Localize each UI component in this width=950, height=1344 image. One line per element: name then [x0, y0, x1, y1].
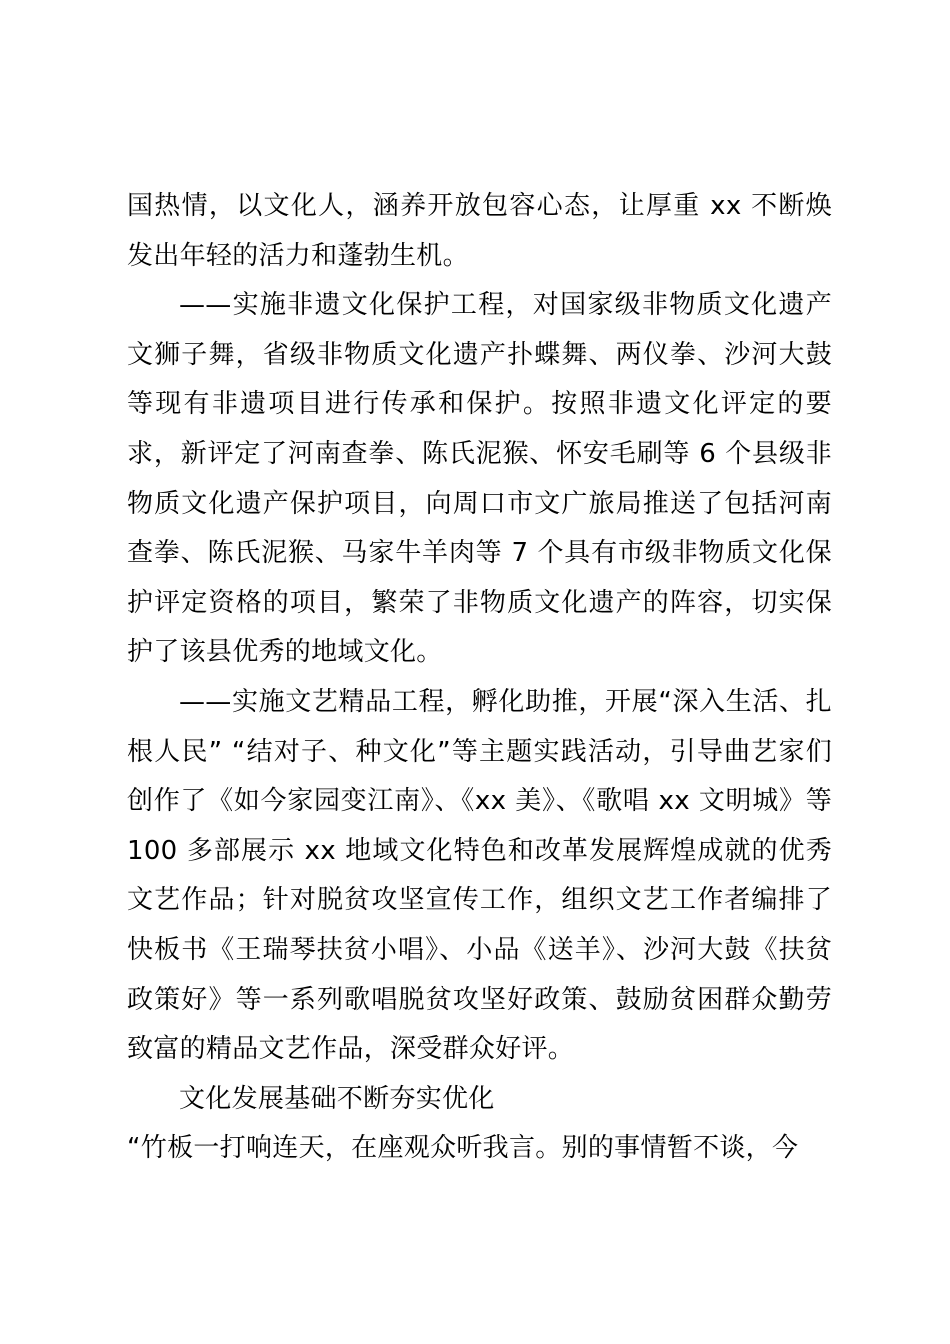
paragraph-continuation: 国热情，以文化人，涵养开放包容心态，让厚重 xx 不断焕发出年轻的活力和蓬勃生机。 [127, 191, 833, 271]
paragraph-literary-works: ——实施文艺精品工程，孵化助推，开展“深入生活、扎根人民” “结对子、种文化”等主题实践活动，引导曲艺家们创作了《如今家园变江南》、《xx 美》、《歌唱 xx 文明城》等 100 多部展示 xx 地域文化特色和改革发展辉煌成就的优秀文艺作品；针对脱贫攻坚宣传工作，组织文艺工作者编排了快板书《王瑞琴扶贫小唱》、小品《送羊》、沙河大鼓《扶贫政策好》等一系列歌唱脱贫攻坚好政策、鼓励贫困群众勤劳致富的精品文艺作品，深受群众好评。 [127, 686, 832, 1065]
document-body [127, 182, 832, 1174]
paragraph-intangible-heritage: ——实施非遗文化保护工程，对国家级非物质文化遗产文狮子舞，省级非物质文化遗产扑蝶舞、两仪拳、沙河大鼓等现有非遗项目进行传承和保护。按照非遗文化评定的要求，新评定了河南查拳、陈氏泥猴、怀安毛刷等 6 个县级非物质文化遗产保护项目，向周口市文广旅局推送了包括河南查拳、陈氏泥猴、马家牛羊肉等 7 个具有市级非物质文化保护评定资格的项目，繁荣了非物质文化遗产的阵容，切实保护了该县优秀的地域文化。 [127, 290, 832, 668]
section-heading: 文化发展基础不断夯实优化 [179, 1083, 495, 1114]
paragraph-quote: “竹板一打响连天，在座观众听我言。别的事情暂不谈，今 [127, 1133, 799, 1164]
